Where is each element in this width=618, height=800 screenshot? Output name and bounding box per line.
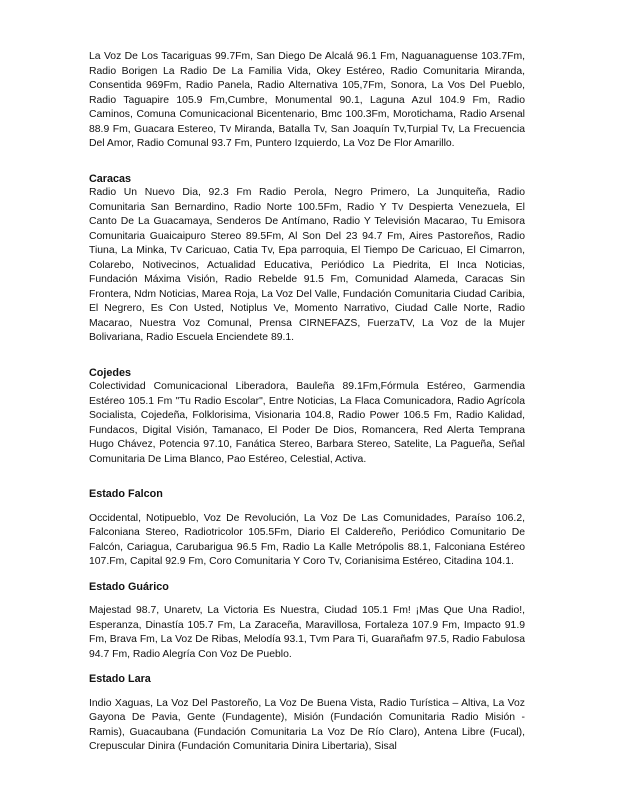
section-heading-guarico: Estado Guárico	[89, 580, 169, 593]
document-body	[89, 50, 525, 755]
section-text-caracas: Radio Un Nuevo Dia, 92.3 Fm Radio Perola, Negro Primero, La Junquiteña, Radio Comunitaria San Bernardino, Radio Norte 100.5Fm, Radio Y Tv Despierta Venezuela, El Canto De La Guacamaya, Senderos De Antímano, Radio Y Televisión Macarao, Tu Emisora Comunitaria Guaicaipuro Stereo 89.5Fm, Al Son Del 23 94.7 Fm, Aires Pastoreños, Radio Tiuna, La Minka, Tv Caricuao, Catia Tv, Epa parroquia, El Tiempo De Caricuao, El Cimarron, Colarebo, Notivecinos, Actualidad Educativa, Periódico La Piedrita, El Inca Noticias, Fundación Máxima Visión, Radio Rebelde 91.5 Fm, Comunidad Alameda, Caracas Sin Frontera, Ndm Noticias, Marea Roja, La Voz Del Valle, Fundación Comunitaria Ciudad Caribia, El Negrero, Es Con Usted, Notiplus Ve, Momento Narrativo, Ciudad Calle Norte, Radio Macarao, Nuestra Voz Comunal, Prensa CIRNEFAZS, FuerzaTV, La Voz de la Mujer Bolivariana, Radio Escuela Enciendete 89.1.	[89, 187, 525, 343]
section-heading-falcon: Estado Falcon	[89, 488, 163, 500]
section-text-guarico: Majestad 98.7, Unaretv, La Victoria Es Nuestra, Ciudad 105.1 Fm! ¡Mas Que Una Radio!, Esperanza, Dinastía 105.7 Fm, La Zaraceña, Maravillosa, Fortaleza 107.9 Fm, Impacto 91.9 Fm, Brava Fm, La Voz De Ribas, Melodía 93.1, Tvm Para Ti, Guarañafm 97.5, Radio Fabulosa 94.7 Fm, Radio Alegría Con Voz De Pueblo.	[89, 605, 525, 660]
section-text-cojedes: Colectividad Comunicacional Liberadora, Bauleña 89.1Fm,Fórmula Estéreo, Garmendia Estéreo 105.1 Fm "Tu Radio Escolar", Entre Noticias, La Flaca Comunicadora, Radio Agrícola Socialista, Cojedeña, Folklorisima, Visionaria 104.8, Radio Power 106.5 Fm, Radio Kalidad, Fundacos, Digital Visión, Tamanaco, El Poder De Dios, Romancera, Red Alerta Temprana Hugo Chávez, Potencia 97.10, Fanática Stereo, Barbara Stereo, Satelite, La Pagueña, Señal Comunitaria De Lima Blanco, Pao Estéreo, Celestial, Activa.	[89, 381, 525, 465]
section-text-falcon: Occidental, Notipueblo, Voz De Revolución, La Voz De Las Comunidades, Paraíso 106.2, Falconiana Stereo, Radiotricolor 105.5Fm, Diario El Caldereño, Periódico Comunitario De Falcón, Cariagua, Carubarigua 96.5 Fm, Radio La Kalle Metrópolis 88.1, Falconiana Estéreo 107.Fm, Capital 92.9 Fm, Coro Comunitaria Y Coro Tv, Corianisima Estéreo, Citadina 104.1.	[89, 512, 525, 567]
section-heading-lara: Estado Lara	[89, 673, 151, 685]
intro-paragraph: La Voz De Los Tacariguas 99.7Fm, San Diego De Alcalá 96.1 Fm, Naguanaguense 103.7Fm, Radio Borigen La Radio De La Familia Vida, Okey Estéreo, Radio Comunitaria Miranda, Consentida 969Fm, Radio Panela, Radio Alternativa 105,7Fm, Sonora, La Vos Del Pueblo, Radio Taguapire 105.9 Fm,Cumbre, Monumental 90.1, Laguna Azul 104.9 Fm, Radio Caminos, Comuna Comunicacional Bicentenario, Bmc 100.3Fm, Morotichama, Radio Arsenal 88.9 Fm, Guacara Estereo, Tv Miranda, Batalla Tv, San Joaquín Tv,Turpial Tv, La Frecuencia Del Amor, Radio Comunal 93.7 Fm, Puntero Izquierdo, La Voz De Flor Amarillo.	[89, 51, 525, 149]
section-text-lara: Indio Xaguas, La Voz Del Pastoreño, La Voz De Buena Vista, Radio Turística – Altiva, La Voz Gayona De Pavia, Gente (Fundagente), Misión (Fundación Comunitaria Radio Misión - Ramis), Guacaubana (Fundación Comunitaria La Voz De Río Claro), Antena Libre (Fucal), Crepuscular Dinira (Fundación Comunitaria Dinira Libertaria), Sisal	[89, 697, 525, 752]
section-heading-cojedes: Cojedes	[89, 366, 132, 379]
section-heading-caracas: Caracas	[89, 172, 132, 185]
